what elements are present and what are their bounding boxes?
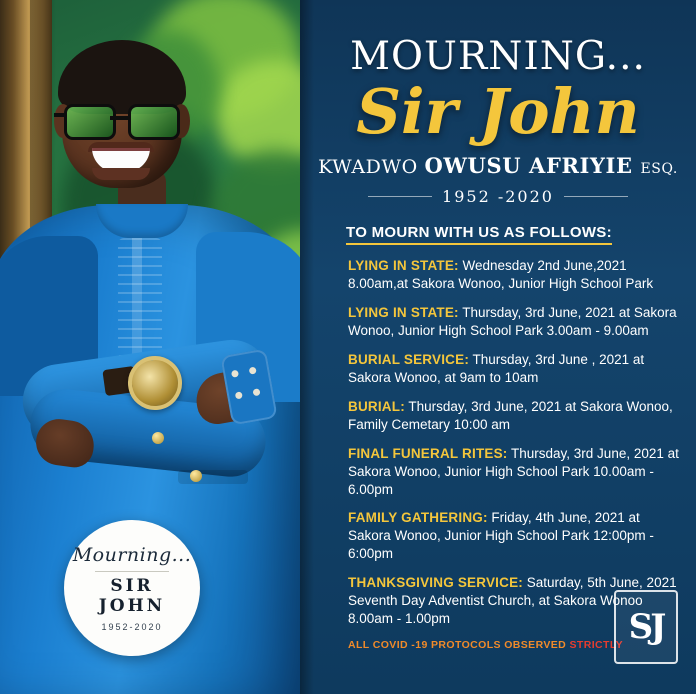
shirt-embroidery: [118, 238, 162, 358]
event-details: Friday, 4th June, 2021 at Sakora Wonoo, Junior High School Park 12:00pm - 6:00pm: [348, 510, 654, 562]
event-details: Thursday, 3rd June , 2021 at Sakora Wonoo, at 9am to 10am: [348, 351, 645, 385]
info-panel: [300, 0, 696, 694]
hair: [58, 40, 186, 114]
badge-name-line2: JOHN: [98, 595, 166, 616]
left-lens: [64, 104, 116, 140]
cuff-link: [249, 367, 257, 375]
event-label: FAMILY GATHERING:: [348, 510, 488, 526]
event-details: Thursday, 3rd June, 2021 at Sakora Wonoo, Junior High School Park 10.00am - 6.00pm: [348, 445, 679, 497]
event-label: BURIAL SERVICE:: [348, 351, 470, 367]
monogram-initials: SJ: [628, 607, 664, 647]
life-years-row: [300, 187, 696, 206]
eyeglasses-icon: [62, 104, 184, 138]
event-label: THANKSGIVING SERVICE:: [348, 575, 523, 591]
glasses-temple: [54, 113, 66, 117]
event-details: Thursday, 3rd June, 2021 at Sakora Wonoo, Junior High School Park 3.00am - 9.00am: [348, 304, 677, 338]
poster-heading: MOURNING...: [350, 34, 646, 79]
event-list: [300, 257, 696, 628]
list-item: [348, 398, 680, 434]
event-details: Wednesday 2nd June,2021 8.00am,at Sakora Wonoo, Junior High School Park: [348, 258, 654, 291]
lower-lip: [92, 168, 150, 180]
badge-name-line1: SIR: [110, 575, 154, 596]
list-item: [348, 445, 680, 499]
list-item: [348, 351, 680, 387]
cuff-link: [235, 391, 243, 399]
left-rule: [368, 196, 432, 197]
covid-strict-text: STRICTLY: [569, 639, 624, 652]
monogram-logo: [614, 590, 678, 664]
list-item: [348, 509, 680, 563]
event-label: LYING IN STATE:: [348, 258, 459, 273]
script-name: Sir John: [356, 75, 640, 148]
cuff-link: [252, 388, 260, 396]
full-name-prefix: KWADWO: [318, 156, 425, 178]
full-name-middle: OWUSU AFRIYIE: [424, 153, 641, 178]
event-label: FINAL FUNERAL RITES:: [348, 445, 508, 461]
mourning-badge: [64, 520, 200, 656]
mourn-with-us-heading: TO MOURN WITH US AS FOLLOWS:: [346, 224, 612, 245]
full-name: [300, 153, 696, 178]
event-label: LYING IN STATE:: [348, 304, 459, 320]
right-lens: [128, 104, 180, 140]
list-item: [348, 304, 680, 340]
badge-script-text: Mourning...: [72, 543, 192, 566]
gold-button: [190, 470, 202, 482]
event-label: BURIAL:: [348, 398, 405, 414]
badge-years: 1952-2020: [101, 622, 163, 633]
event-details: Thursday, 3rd June, 2021 at Sakora Wonoo, Family Cemetary 10:00 am: [348, 398, 673, 432]
full-name-suffix: ESQ.: [640, 161, 678, 177]
event-details: Saturday, 5th June, 2021 Seventh Day Adventist Church, at Sakora Wonoo 8.00am - 1.00pm: [348, 575, 677, 627]
covid-notice-text: ALL COVID -19 PROTOCOLS OBSERVED: [348, 639, 570, 652]
badge-divider: [95, 571, 169, 572]
right-rule: [564, 196, 628, 197]
cuff-link: [231, 370, 239, 378]
glasses-bridge: [110, 116, 130, 120]
portrait-photo: [0, 0, 300, 694]
gold-button: [152, 432, 164, 444]
shirt-pocket: [178, 470, 248, 484]
life-years: 1952 -2020: [442, 187, 554, 206]
badge-name: [99, 577, 165, 616]
list-item: [348, 257, 680, 293]
